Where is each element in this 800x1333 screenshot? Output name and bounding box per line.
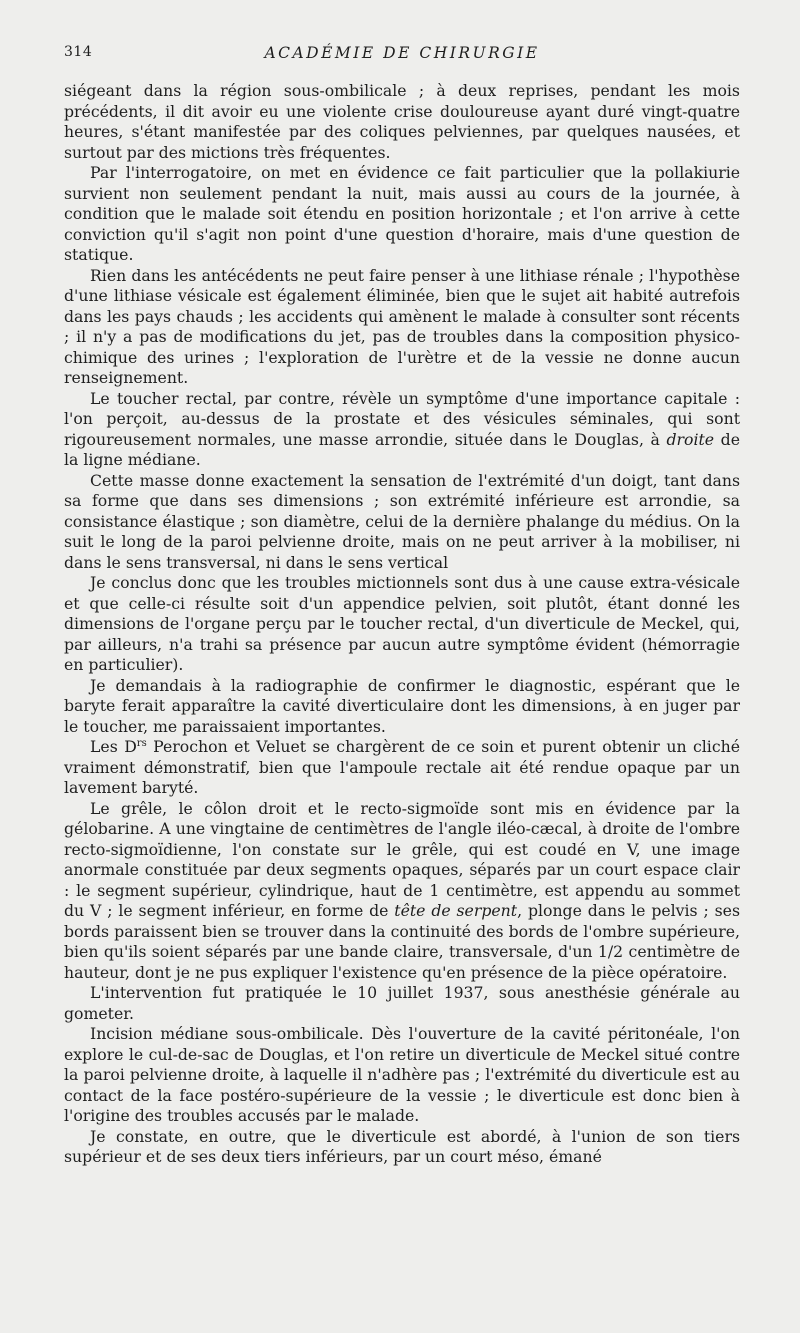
paragraph-8-superscript: rs xyxy=(136,737,147,749)
paragraph-8-text: Les D xyxy=(90,737,137,756)
paragraph-10: L'intervention fut pratiquée le 10 juillet 1937, sous anesthésie générale au gometer. xyxy=(64,983,740,1023)
paragraph-9-emphasis: tête de serpent xyxy=(394,901,518,920)
paragraph-6: Je conclus donc que les troubles mictionnels sont dus à une cause extra-vésicale et que celle-ci résulte soit d'un appendice pelvien, soit plutôt, étant donné les dimensions de l'organe perçu par le toucher rectal, d'un diverticule de Meckel, qui, par ailleurs, n'a trahi sa présence par aucun autre symptôme évident (hémorragie en particulier). xyxy=(64,573,740,674)
paragraph-9-text-end: , plonge dans le pelvis ; ses bords paraissent bien se trouver dans la continuité des bords de l'ombre supérieure, bien qu'ils soient séparés par une bande claire, transversale, d'un 1/2 centimètre de hauteur, dont je ne pus expliquer l'existence qu'en présence de la pièce opératoire. xyxy=(64,901,740,982)
paragraph-4-text-end: de la ligne médiane. xyxy=(64,429,740,469)
body-text xyxy=(64,81,740,1168)
paragraph-4-emphasis: droite xyxy=(666,429,715,449)
paragraph-9 xyxy=(64,799,740,984)
paragraph-7: Je demandais à la radiographie de confirmer le diagnostic, espérant que le baryte ferait apparaître la cavité diverticulaire dont les dimensions, à en juger par le toucher, me paraissaient importantes. xyxy=(64,675,740,736)
page-number: 314 xyxy=(64,44,93,60)
paragraph-5: Cette masse donne exactement la sensation de l'extrémité d'un doigt, tant dans sa forme que dans ses dimensions ; son extrémité inférieure est arrondie, sa consistance élastique ; son diamètre, celui de la dernière phalange du médius. On la suit le long de la paroi pelvienne droite, mais on ne peut arriver à la mobiliser, ni dans le sens transversal, ni dans le sens vertical xyxy=(64,470,740,572)
paragraph-11: Incision médiane sous-ombilicale. Dès l'ouverture de la cavité péritonéale, l'on explore le cul-de-sac de Douglas, et l'on retire un diverticule de Meckel situé contre la paroi pelvienne droite, à laquelle il n'adhère pas ; l'extrémité du diverticule est au contact de la face postéro-supérieure de la vessie ; le diverticule est donc bien à l'origine des troubles accusés par le malade. xyxy=(64,1024,740,1125)
paragraph-4 xyxy=(64,389,740,471)
paragraph-8 xyxy=(64,737,740,799)
paragraph-9-text: Le grêle, le côlon droit et le recto-sigmoïde sont mis en évidence par la gélobarine. A une vingtaine de centimètres de l'angle iléo-cæcal, à droite de l'ombre recto-sigmoïdienne, l'on constate sur le grêle, qui est coudé en V, une image anormale constituée par deux segments opaques, séparés par un court espace clair : le segment supérieur, cylindrique, haut de 1 centimètre, est appendu au sommet du V ; le segment inférieur, en forme de xyxy=(64,798,740,920)
paragraph-2: Par l'interrogatoire, on met en évidence ce fait particulier que la pollakiurie survient non seulement pendant la nuit, mais aussi au cours de la journée, à condition que le malade soit étendu en position horizontale ; et l'on arrive à cette conviction qu'il s'agit non point d'une question d'horaire, mais d'une question de statique. xyxy=(64,163,740,264)
paragraph-12: Je constate, en outre, que le diverticule est abordé, à l'union de son tiers supérieur et de ses deux tiers inférieurs, par un court méso, émané xyxy=(64,1126,740,1166)
running-title: ACADÉMIE DE CHIRURGIE xyxy=(264,44,540,62)
paragraph-4-text: Le toucher rectal, par contre, révèle un symptôme d'une importance capitale : l'on perçoit, au-dessus de la prostate et des vésicules séminales, qui sont rigoureusement normales, une masse arrondie, située dans le Douglas, à xyxy=(64,388,740,449)
paragraph-8-text-end: Perochon et Veluet se chargèrent de ce soin et purent obtenir un cliché vraiment démonstratif, bien que l'ampoule rectale ait été rendue opaque par un lavement baryté. xyxy=(64,737,741,797)
page-header xyxy=(64,44,740,66)
paragraph-3: Rien dans les antécédents ne peut faire penser à une lithiase rénale ; l'hypothèse d'une lithiase vésicale est également éliminée, bien que le sujet ait habité autrefois dans les pays chauds ; les accidents qui amènent le malade à consulter sont récents ; il n'y a pas de modifications du jet, pas de troubles dans la composition physico-chimique des urines ; l'exploration de l'urètre et de la vessie ne donne aucun renseignement. xyxy=(64,265,740,387)
paragraph-1: siégeant dans la région sous-ombilicale ; à deux reprises, pendant les mois précédents, il dit avoir eu une violente crise douloureuse ayant duré vingt-quatre heures, s'étant manifestée par des coliques pelviennes, par quelques nausées, et surtout par des mictions très fréquentes. xyxy=(64,81,740,162)
